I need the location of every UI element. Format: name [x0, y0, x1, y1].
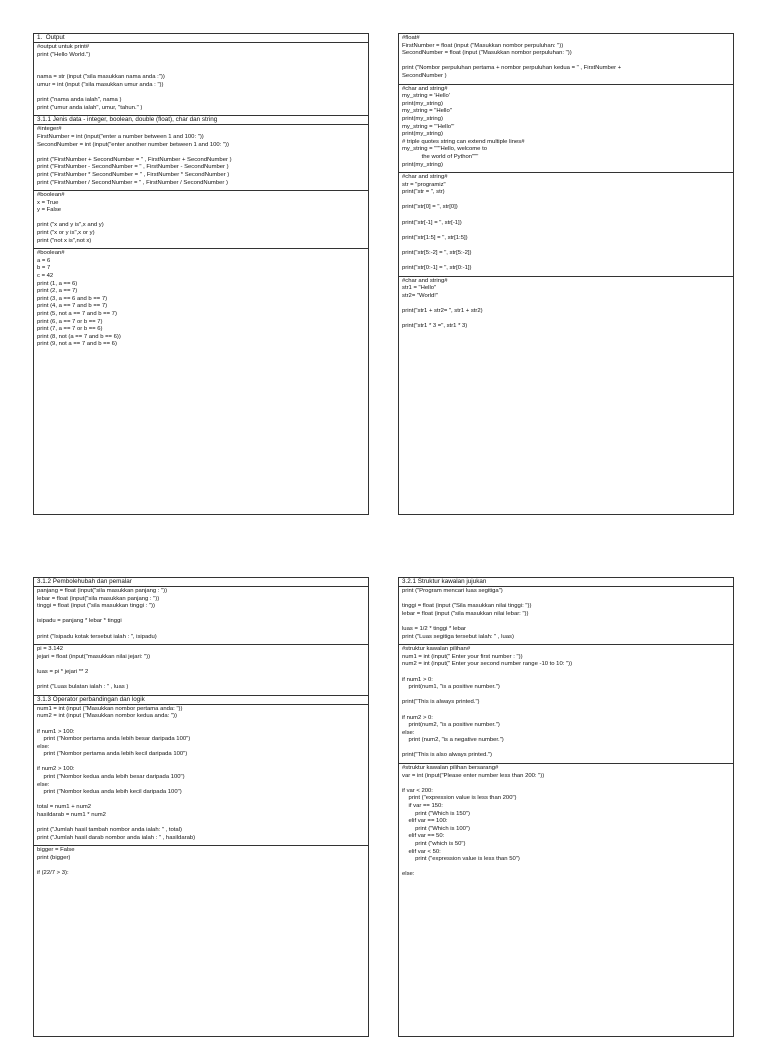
- code-line: [37, 863, 365, 871]
- code-line: print ("Isipadu kotak tersebut ialah : ", isipadu): [37, 633, 157, 640]
- code-line: print ("FirstNumber - SecondNumber = " , FirstNumber - SecondNumber ): [37, 164, 229, 171]
- code-line: [402, 596, 730, 604]
- code-line: hasildarab = num1 * num2: [37, 812, 106, 819]
- code-line: [402, 707, 730, 715]
- code-line: print(num2, "is a positive number."): [402, 722, 500, 729]
- code-line: #integer#: [37, 126, 62, 133]
- code-line: if num1 > 0:: [402, 676, 433, 683]
- code-section: [34, 116, 368, 191]
- code-line: [402, 618, 730, 626]
- code-line: [402, 197, 730, 205]
- code-block: [34, 705, 368, 846]
- code-line: elif var == 100:: [402, 818, 448, 825]
- code-line: print ("nama anda ialah", nama ): [37, 97, 122, 104]
- code-line: [402, 745, 730, 753]
- code-line: [37, 677, 365, 685]
- code-line: [402, 301, 730, 309]
- code-line: str2= "World!": [402, 293, 438, 299]
- code-line: x = True: [37, 199, 59, 206]
- code-line: print("This is always printed."): [402, 699, 480, 706]
- code-line: print ("FirstNumber + SecondNumber = " , FirstNumber + SecondNumber ): [37, 156, 232, 163]
- code-line: print ("Program mencari luas segitiga"): [402, 588, 503, 594]
- code-line: print(my_string): [402, 131, 443, 138]
- code-line: [37, 59, 365, 67]
- code-line: [37, 67, 365, 75]
- code-line: [402, 242, 730, 250]
- code-line: [37, 797, 365, 805]
- code-panel-control-structures: [398, 577, 734, 1037]
- code-line: print("This is also always printed."): [402, 752, 492, 759]
- code-line: print ("Hello World."): [37, 51, 91, 58]
- code-line: elif var == 50:: [402, 833, 445, 840]
- code-line: #boolean#: [37, 192, 65, 199]
- code-block: [399, 645, 733, 763]
- code-line: [37, 626, 365, 634]
- code-panel-output-and-data-types: [33, 33, 369, 515]
- section-heading: 3.2.1 Struktur kawalan jujukan: [399, 578, 733, 587]
- code-line: if (22/7 > 3):: [37, 870, 69, 877]
- code-section: [34, 645, 368, 696]
- section-heading: 3.1.1 Jenis data - integer, boolean, double (float), char dan string: [34, 116, 368, 125]
- code-line: print ("which is 50"): [402, 841, 466, 847]
- code-line: elif var < 50:: [402, 848, 441, 855]
- code-line: [402, 669, 730, 677]
- code-line: [402, 780, 730, 788]
- code-section: [399, 173, 733, 277]
- code-block: [399, 34, 733, 84]
- code-line: var = int (input("Please enter number less than 200: ")): [402, 772, 545, 779]
- code-line: else:: [37, 743, 50, 750]
- code-line: print ("x and y is",x and y): [37, 222, 104, 229]
- code-line: [37, 215, 365, 223]
- code-line: lebar = float (input("sila masukkan panjang : ")): [37, 595, 160, 602]
- code-line: y = False: [37, 207, 62, 214]
- code-line: num2 = int (input(" Enter your second number range -10 to 10: ")): [402, 661, 573, 668]
- section-heading: 3.1.3 Operator perbandingan dan logik: [34, 696, 368, 705]
- code-line: print (2, a == 7): [37, 288, 78, 295]
- code-section: [399, 34, 733, 85]
- code-line: my_string = 'Hello': [402, 93, 450, 100]
- code-line: print(my_string): [402, 115, 443, 122]
- code-line: print ("x or y is",x or y): [37, 230, 95, 237]
- code-line: SecondNumber = int (input("enter another number between 1 and 100: ")): [37, 141, 229, 148]
- code-line: SecondNumber ): [402, 72, 447, 79]
- code-line: bigger = False: [37, 847, 75, 854]
- section-heading: 3.1.2 Pembolehubah dan pemalar: [34, 578, 368, 587]
- code-line: #char and string#: [402, 277, 448, 284]
- code-line: print ("Luas bulatan ialah : " , luas ): [37, 684, 129, 691]
- code-line: print (9, not a == 7 and b == 6): [37, 341, 117, 348]
- code-section: [34, 846, 368, 1036]
- code-line: # triple quotes string can extend multiple lines#: [402, 138, 525, 145]
- code-block: [34, 587, 368, 644]
- code-line: [37, 759, 365, 767]
- code-line: my_string = "Hello": [402, 108, 452, 115]
- code-line: print ("Which is 150"): [402, 810, 471, 817]
- code-line: [37, 661, 365, 669]
- code-line: print ("Which is 100"): [402, 825, 471, 832]
- code-line: if num2 > 100:: [37, 766, 75, 773]
- code-line: print ("FirstNumber / SecondNumber = " , FirstNumber / SecondNumber ): [37, 179, 228, 186]
- code-line: luas = 1/2 * tinggi * lebar: [402, 625, 467, 632]
- code-block: [34, 249, 368, 352]
- code-line: [37, 820, 365, 828]
- code-line: else:: [402, 729, 415, 736]
- code-line: total = num1 + num2: [37, 804, 92, 811]
- code-line: luas = pi * jejari ** 2: [37, 668, 89, 675]
- code-line: the world of Python""": [402, 153, 479, 160]
- code-line: else:: [402, 871, 415, 878]
- code-line: print ("Nombor kedua anda lebih kecil daripada 100"): [37, 789, 182, 796]
- code-line: umur = int (input ("sila masukkan umur anda : ")): [37, 81, 164, 88]
- code-block: [399, 764, 733, 882]
- code-line: else:: [37, 781, 50, 788]
- code-line: #struktur kawalan pilihan#: [402, 646, 471, 653]
- code-line: nama = str (input ("sila masukkan nama anda :")): [37, 74, 165, 81]
- code-line: print ("Luas segitiga tersebut ialah: " , luas): [402, 633, 514, 640]
- code-block: [399, 277, 733, 334]
- code-line: print ("Nombor pertama anda lebih besar daripada 100"): [37, 736, 191, 743]
- code-line: my_string = '''Hello''': [402, 123, 455, 130]
- code-line: str1 = "Hello": [402, 285, 437, 292]
- code-line: print("str1 + str2= ", str1 + str2): [402, 308, 483, 315]
- code-section: [34, 34, 368, 116]
- code-section: [34, 249, 368, 514]
- code-line: b = 7: [37, 265, 51, 272]
- code-line: [402, 692, 730, 700]
- code-section: [34, 191, 368, 249]
- code-line: if num2 > 0:: [402, 714, 433, 721]
- section-heading: 1. Output: [34, 34, 368, 43]
- code-line: print("str1 * 3 =", str1 * 3): [402, 323, 468, 330]
- code-line: num1 = int (input ("Masukkan nombor pertama anda: ")): [37, 705, 183, 712]
- code-line: panjang = float (input("sila masukkan panjang : ")): [37, 588, 168, 594]
- code-line: print (1, a == 6): [37, 280, 78, 287]
- code-line: print ("Nombor pertama anda lebih kecil daripada 100"): [37, 751, 188, 758]
- code-line: print (num2, "is a negative number."): [402, 737, 504, 744]
- code-panel-float-and-strings: [398, 33, 734, 515]
- code-block: [34, 645, 368, 695]
- code-line: print("str[0] = ", str[0]): [402, 204, 458, 211]
- code-line: #char and string#: [402, 85, 448, 92]
- code-section: [399, 764, 733, 1036]
- code-section: [399, 578, 733, 645]
- code-block: [399, 587, 733, 644]
- code-line: #float#: [402, 35, 420, 41]
- code-line: num2 = int (input ("Masukkan nombor kedua anda: ")): [37, 713, 177, 720]
- code-line: [402, 212, 730, 220]
- code-line: my_string = """Hello, welcome to: [402, 146, 488, 153]
- code-line: [402, 58, 730, 66]
- code-line: print ("Nombor perpuluhan pertama + nombor perpuluhan kedua = " , FirstNumber +: [402, 65, 622, 72]
- code-line: print ("umur anda ialah", umur, "tahun." ): [37, 104, 143, 111]
- code-line: FirstNumber = int (input("enter a number between 1 and 100: ")): [37, 133, 204, 140]
- code-line: [402, 316, 730, 324]
- code-section: [34, 578, 368, 645]
- code-line: #struktur kawalan pilihan bersarang#: [402, 765, 499, 772]
- code-block: [399, 85, 733, 173]
- code-line: print("str[5:-2] = ", str[5:-2]): [402, 250, 472, 257]
- code-line: [402, 227, 730, 235]
- code-line: #output untuk print#: [37, 44, 90, 50]
- code-line: [37, 721, 365, 729]
- code-line: print (6, a == 7 or b == 7): [37, 318, 103, 325]
- code-line: c = 42: [37, 273, 54, 280]
- code-line: print (8, not (a == 7 and b == 6)): [37, 333, 121, 340]
- code-line: lebar = float (input ("sila masukkan nilai lebar: ")): [402, 610, 529, 617]
- code-line: print (3, a == 6 and b == 7): [37, 295, 108, 302]
- code-line: print ("expression value is less than 200"): [402, 795, 517, 802]
- code-block: [34, 43, 368, 115]
- code-line: [402, 864, 730, 872]
- code-line: if num1 > 100:: [37, 728, 75, 735]
- code-line: print (4, a == 7 and b == 7): [37, 303, 108, 310]
- code-line: #boolean#: [37, 250, 65, 257]
- code-line: print("str[-1] = ", str[-1]): [402, 219, 462, 226]
- code-section: [399, 645, 733, 764]
- code-line: pi = 3.142: [37, 646, 64, 653]
- code-line: #char and string#: [402, 174, 448, 181]
- code-line: print("str[1:5] = ", str[1:5]): [402, 234, 468, 241]
- code-block: [34, 125, 368, 190]
- code-line: print ("FirstNumber * SecondNumber = " , FirstNumber * SecondNumber ): [37, 171, 230, 178]
- code-section: [399, 277, 733, 514]
- code-line: [37, 149, 365, 157]
- code-line: SecondNumber = float (input ("Masukkan nombor perpuluhan: ")): [402, 50, 572, 57]
- code-line: isipadu = panjang * lebar * tinggi: [37, 618, 122, 625]
- code-section: [399, 85, 733, 174]
- code-line: print ("Jumlah hasil tambah nombor anda ialah: " , total): [37, 827, 182, 834]
- code-line: print ("expression value is less than 50"): [402, 856, 520, 863]
- code-line: print(my_string): [402, 161, 443, 168]
- code-line: print(num1, "is a positive number."): [402, 684, 500, 691]
- code-line: print(my_string): [402, 100, 443, 107]
- code-block: [399, 173, 733, 276]
- code-block: [34, 191, 368, 248]
- code-line: tinggi = float (input ("Sila masukkan nilai tinggi: ")): [402, 603, 532, 610]
- code-line: print ("not x is",not x): [37, 237, 92, 244]
- code-section: [34, 696, 368, 847]
- code-line: print ("Nombor kedua anda lebih besar daripada 100"): [37, 774, 185, 781]
- code-line: str = "programiz": [402, 181, 446, 188]
- code-line: print (bigger): [37, 855, 71, 861]
- code-line: tinggi = float (input ("sila masukkan tinggi : ")): [37, 603, 155, 610]
- code-line: print ("Jumlah hasil darab nombor anda ialah : " , hasildarab): [37, 834, 196, 841]
- code-line: num1 = int (input(" Enter your first number : ")): [402, 653, 523, 660]
- code-panel-variables-and-operators: [33, 577, 369, 1037]
- code-line: if var == 150:: [402, 803, 443, 810]
- code-line: [402, 258, 730, 266]
- code-line: print("str = ", str): [402, 189, 445, 196]
- code-line: print("str[0:-1] = ", str[0:-1]): [402, 265, 472, 272]
- code-block: [34, 846, 368, 880]
- code-line: jejari = float (input("masukkan nilai jejari: ")): [37, 653, 151, 660]
- code-line: print (7, a == 7 or b == 6): [37, 326, 103, 333]
- code-line: [37, 90, 365, 98]
- code-line: [37, 611, 365, 619]
- code-line: if var < 200:: [402, 787, 433, 794]
- code-line: print (5, not a == 7 and b == 7): [37, 311, 117, 317]
- code-line: a = 6: [37, 257, 51, 264]
- code-line: FirstNumber = float (input ("Masukkan nombor perpuluhan: ")): [402, 42, 564, 49]
